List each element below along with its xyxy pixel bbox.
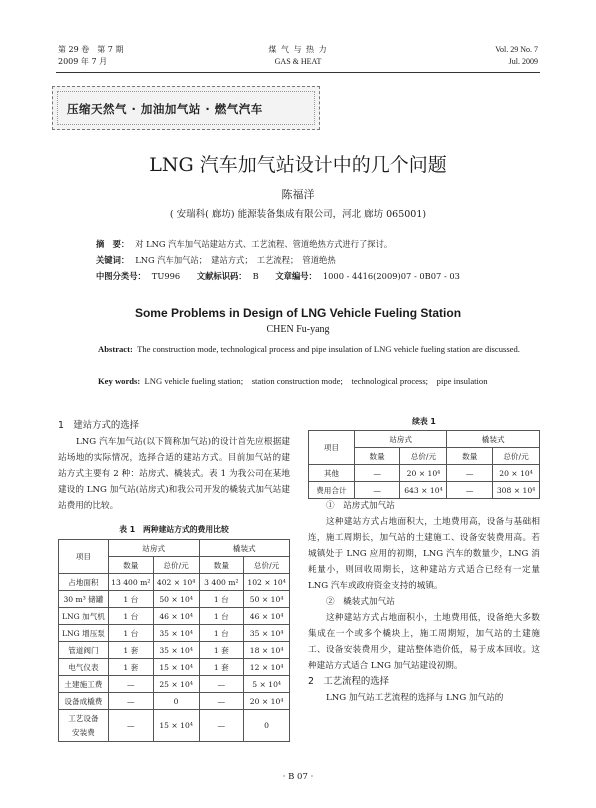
table-cell: — [108, 693, 153, 710]
table-cell: 1 套 [108, 642, 153, 659]
right-column [308, 498, 540, 706]
table2-header-group1: 站房式 [354, 431, 447, 448]
table-cell: LNG 加气机 [59, 608, 109, 625]
table-row [59, 574, 290, 591]
table1-subheader: 总价/元 [244, 557, 290, 574]
table-cell: 土建施工费 [59, 676, 109, 693]
table-row [59, 676, 290, 693]
table1-subheader: 数量 [108, 557, 153, 574]
table-cell: — [199, 693, 244, 710]
table-cell: 其他 [309, 465, 355, 482]
table-cell: 1 套 [108, 659, 153, 676]
table-cell: 1 套 [199, 642, 244, 659]
table-cell: 设备成橇费 [59, 693, 109, 710]
subsection2-paragraph: 这种建站方式占地面积小，土地费用低，设备绝大多数集成在一个或多个橇块上，施工周期短，加气站的土建施工、设备安装费用少，建站整体造价低，易于成本回收。这种建站方式适合 LNG 加气站建设初期。 [308, 613, 540, 671]
table-cell: 1 套 [199, 659, 244, 676]
table-cell: 13 400 m² [108, 574, 153, 591]
table1-header-item: 项目 [59, 540, 109, 574]
table-cell: 50 × 10⁴ [244, 591, 290, 608]
column-banner [52, 86, 320, 130]
journal-volume-issue: 第 29 卷 第 7 期 2009 年 7 月 [58, 45, 124, 66]
table-cell: 1 台 [108, 591, 153, 608]
table-cell: 20 × 10⁴ [400, 465, 447, 482]
table-cell: — [108, 710, 153, 742]
section2-paragraph: LNG 加气站工艺流程的选择与 LNG 加气站的 [326, 693, 504, 703]
table1-continued [308, 430, 540, 499]
table-cell: 35 × 10⁴ [153, 625, 199, 642]
section2-heading: 2 工艺流程的选择 [308, 676, 389, 687]
table-cell: 1 台 [108, 608, 153, 625]
table-cell: — [108, 676, 153, 693]
table-cell: 20 × 10⁴ [493, 465, 540, 482]
abstract-zh: 摘 要： 对 LNG 汽车加气站建站方式、工艺流程、管道绝热方式进行了探讨。 [96, 239, 393, 249]
table-cell: 25 × 10⁴ [153, 676, 199, 693]
section1-heading: 1 建站方式的选择 [58, 420, 139, 431]
table2-header-group2: 橇装式 [447, 431, 540, 448]
table-cell: LNG 增压泵 [59, 625, 109, 642]
table-cell: 15 × 10⁴ [153, 710, 199, 742]
table-cell: 电气仪表 [59, 659, 109, 676]
table-cell: 占地面积 [59, 574, 109, 591]
table-cell: 643 × 10⁴ [400, 482, 447, 499]
table-row [59, 710, 290, 742]
table-row [59, 659, 290, 676]
table1-subheader: 数量 [199, 557, 244, 574]
english-author: CHEN Fu-yang [266, 324, 330, 335]
table1 [58, 539, 290, 742]
table-cell: — [199, 676, 244, 693]
table-cell: 15 × 10⁴ [153, 659, 199, 676]
table-cell: — [199, 710, 244, 742]
header-rule [56, 72, 540, 73]
english-abstract: Abstract: The construction mode, technological process and pipe insulation of LNG vehicle fueling station are discussed. [98, 344, 520, 354]
banner-text: 压缩天然气 · 加油加气站 · 燃气汽车 [67, 102, 263, 116]
page-number: · B 07 · [282, 772, 314, 782]
table-cell: — [354, 482, 400, 499]
table-cell: 1 台 [108, 625, 153, 642]
table-cell: 管道阀门 [59, 642, 109, 659]
table-cell: 35 × 10⁴ [244, 625, 290, 642]
table1-subheader: 总价/元 [153, 557, 199, 574]
table-cell: 1 台 [199, 608, 244, 625]
english-keywords: Key words: LNG vehicle fueling station; station construction mode; technological process; pipe insulation [98, 376, 488, 386]
table-cell: 12 × 10⁴ [244, 659, 290, 676]
table-row [59, 608, 290, 625]
subsection1-paragraph: 这种建站方式占地面积大，土地费用高，设备与基础相连，施工周期长，加气站的土建施工、设备安装费用高。若城镇处于 LNG 应用的初期，LNG 汽车的数量少，LNG 消耗量小，则回收周期长，这种建站方式适合已经有一定量 LNG 汽车或政府资金支持的城镇。 [308, 517, 540, 591]
section1-paragraph: LNG 汽车加气站(以下简称加气站)的设计首先应根据建站场地的实际情况，选择合适的建站方式。目前加气站的建站方式主要有 2 种：站房式、橇装式。表 1 为我公司在某地建设的 LNG 加气站(站房式)和我公司开发的橇装式加气站建站费用的比较。 [58, 437, 290, 511]
table-cell: 1 台 [199, 591, 244, 608]
table2-header-item: 项目 [309, 431, 355, 465]
table-row [59, 625, 290, 642]
keywords-zh: 关键词： LNG 汽车加气站； 建站方式； 工艺流程； 管道绝热 [96, 255, 336, 265]
table-cell: 1 台 [199, 625, 244, 642]
table-cell: 46 × 10⁴ [153, 608, 199, 625]
table-cell: 46 × 10⁴ [244, 608, 290, 625]
table-cell: 35 × 10⁴ [153, 642, 199, 659]
table-row [309, 465, 540, 482]
table-cell: 102 × 10⁴ [244, 574, 290, 591]
classification-line: 中图分类号： TU996 文献标识码： B 文章编号： 1000 - 4416(2009)07 - 0B07 - 03 [96, 271, 460, 281]
table1-header-group2: 橇装式 [199, 540, 290, 557]
subsection1-heading: ① 站房式加气站 [326, 501, 395, 511]
table-cell: 308 × 10⁴ [493, 482, 540, 499]
table-cell: 18 × 10⁴ [244, 642, 290, 659]
article-title: LNG 汽车加气站设计中的几个问题 [149, 154, 447, 176]
table1-caption: 表 1 两种建站方式的费用比较 [119, 525, 229, 534]
table-row [59, 693, 290, 710]
table-cell: 3 400 m² [199, 574, 244, 591]
table-row [59, 642, 290, 659]
table-cell: 50 × 10⁴ [153, 591, 199, 608]
table-cell: — [354, 465, 400, 482]
table-cell: 费用合计 [309, 482, 355, 499]
table2-subheader: 总价/元 [400, 448, 447, 465]
table1-header-group1: 站房式 [108, 540, 199, 557]
table-cell: — [447, 465, 493, 482]
english-title: Some Problems in Design of LNG Vehicle Fueling Station [134, 306, 462, 320]
table-cell: 5 × 10⁴ [244, 676, 290, 693]
table2-subheader: 数量 [354, 448, 400, 465]
table-cell: 30 m³ 储罐 [59, 591, 109, 608]
journal-name: 煤 气 与 热 力 GAS & HEAT [268, 45, 328, 66]
table2-subheader: 数量 [447, 448, 493, 465]
table-cell: 工艺设备安装费 [59, 710, 109, 742]
subsection2-heading: ② 橇装式加气站 [326, 597, 395, 607]
table2-subheader: 总价/元 [493, 448, 540, 465]
article-author: 陈福洋 [281, 188, 315, 201]
table-cell: 0 [244, 710, 290, 742]
table-cell: — [447, 482, 493, 499]
table-cell: 402 × 10⁴ [153, 574, 199, 591]
table-cell: 0 [153, 693, 199, 710]
table-row [59, 591, 290, 608]
article-affiliation: ( 安瑞科( 廊坊) 能源装备集成有限公司，河北 廊坊 065001) [169, 209, 427, 220]
table-row [309, 482, 540, 499]
journal-volume-en: Vol. 29 No. 7 Jul. 2009 [495, 45, 538, 66]
table2-caption: 续表 1 [412, 417, 436, 426]
left-column [58, 418, 290, 514]
table-cell: 20 × 10⁴ [244, 693, 290, 710]
